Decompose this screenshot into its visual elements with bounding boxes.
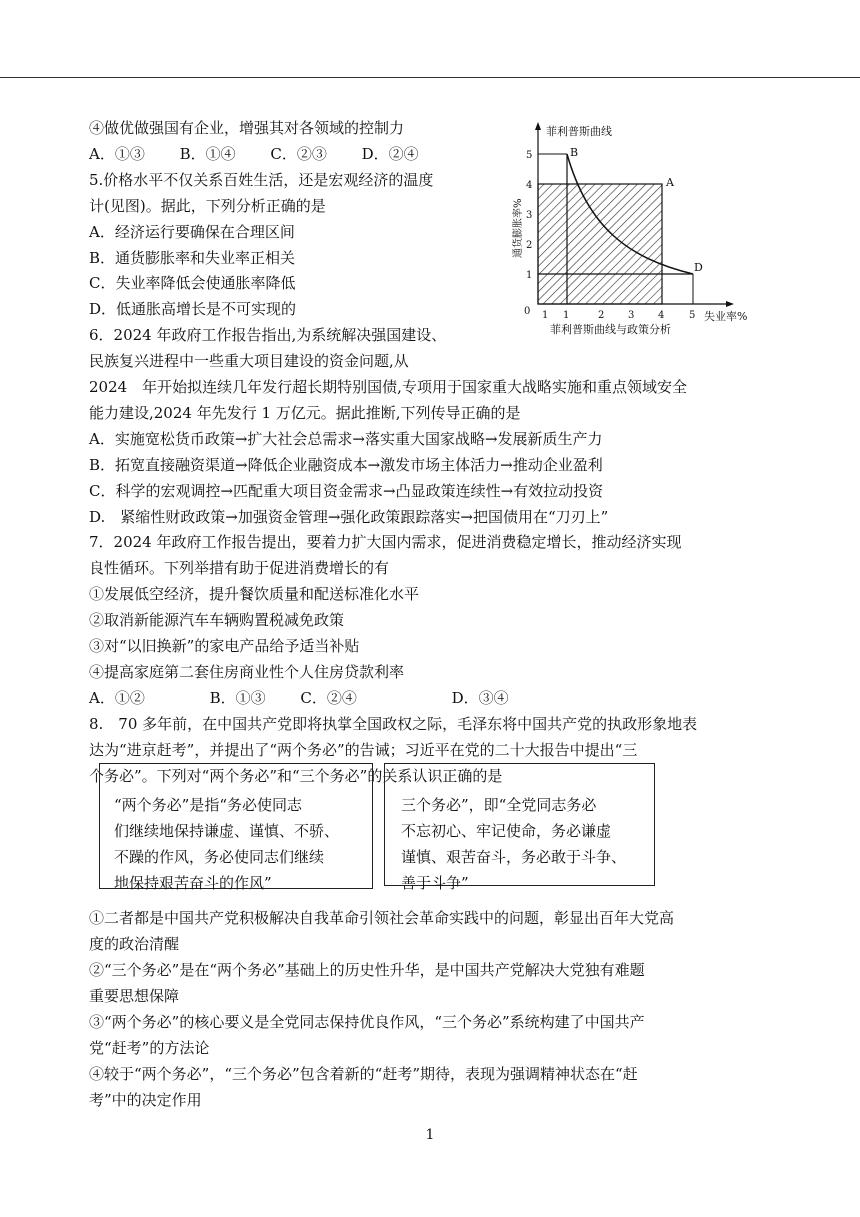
text-line: 2024 年开始拟连续几年发行超长期特别国债,专项用于国家重大战略实施和重点领域安全 xyxy=(89,378,687,396)
text-line: ③“两个务必”的核心要义是全党同志保持优良作风，“三个务必”系统构建了中国共产 xyxy=(89,1013,645,1031)
text-line: ③对“以旧换新”的家电产品给予适当补贴 xyxy=(89,637,360,655)
text-line: ④提高家庭第二套住房商业性个人住房贷款利率 xyxy=(89,662,405,681)
point-b-label: B xyxy=(570,146,579,159)
text-line: 度的政治清醒 xyxy=(89,935,180,953)
text-line: ②“三个务必”是在“两个务必”基础上的历史性升华，是中国共产党解决大党独有难题 xyxy=(89,961,645,979)
figure-caption: 菲利普斯曲线与政策分析 xyxy=(550,323,671,336)
tick-y2: 2 xyxy=(526,240,533,251)
box-left-line: “两个务必”是指“务必使同志 xyxy=(114,796,303,814)
box-right-line: 谨慎、艰苦奋斗，务必敢于斗争、 xyxy=(401,848,627,866)
text-line: 重要思想保障 xyxy=(89,987,180,1005)
tick-x5: 5 xyxy=(689,310,696,321)
box-right-line: 三个务必”，即“全党同志务必 xyxy=(401,796,597,814)
box-right-line: 不忘初心、牢记使命，务必谦虚 xyxy=(401,822,612,840)
text-line: 民族复兴进程中一些重大项目建设的资金问题,从 xyxy=(89,352,409,371)
tick-x3: 3 xyxy=(628,310,635,321)
tick-y4: 4 xyxy=(526,180,533,191)
tick-x2: 2 xyxy=(598,310,605,321)
policy-range-hatched-area xyxy=(538,184,662,304)
tick-y3: 3 xyxy=(526,210,533,221)
tick-x4: 4 xyxy=(658,310,665,321)
text-line: 党“赶考”的方法论 xyxy=(89,1039,210,1057)
text-line: 6．2024 年政府工作报告指出,为系统解决强国建设、 xyxy=(89,326,447,345)
phillips-curve-figure xyxy=(508,118,768,340)
y-axis-label: 通货膨胀率% xyxy=(513,198,524,258)
text-line: A．经济运行要确保在合理区间 xyxy=(89,222,295,241)
text-line: ①发展低空经济，提升餐饮质量和配送标准化水平 xyxy=(89,585,420,604)
text-line: ④做优做强国有企业，增强其对各领域的控制力 xyxy=(89,119,405,137)
text-line: 5.价格水平不仅关系百姓生活，还是宏观经济的温度 xyxy=(89,170,434,189)
box-left-line: 不躁的作风，务必使同志们继续 xyxy=(114,848,325,866)
text-line: A．①② B．①③ C．②④ D．③④ xyxy=(89,688,509,707)
point-d-label: D xyxy=(694,261,703,274)
tick-y5: 5 xyxy=(526,150,533,161)
tick-x1: 1 xyxy=(542,310,549,321)
text-line: ②取消新能源汽车车辆购置税减免政策 xyxy=(89,611,345,630)
text-line: A．实施宽松货币政策→扩大社会总需求→落实重大国家战略→发展新质生产力 xyxy=(89,429,603,448)
point-a-label: A xyxy=(666,176,674,189)
header-rule xyxy=(0,77,860,78)
text-line: 考”中的决定作用 xyxy=(89,1091,202,1109)
box-left-line: 们继续地保持谦虚、谨慎、不骄、 xyxy=(114,822,340,840)
text-line: 达为“进京赶考”，并提出了“两个务必”的告诫；习近平在党的二十大报告中提出“三 xyxy=(89,740,638,759)
text-line: B．拓宽直接融资渠道→降低企业融资成本→激发市场主体活力→推动企业盈利 xyxy=(89,455,603,474)
tick-x1b: 1 xyxy=(563,310,570,321)
text-line: 能力建设,2024 年先发行 1 万亿元。据此推断,下列传导正确的是 xyxy=(89,403,521,422)
text-line: ①二者都是中国共产党积极解决自我革命引领社会革命实践中的问题，彰显出百年大党高 xyxy=(89,909,675,927)
curve-title: 菲利普斯曲线 xyxy=(546,125,612,138)
box-left-line: 地保持艰苦奋斗的作风” xyxy=(114,874,272,892)
text-line: D. 紧缩性财政政策→加强资金管理→强化政策跟踪落实→把国债用在“刀刃上” xyxy=(89,507,609,526)
text-line: C．失业率降低会使通胀率降低 xyxy=(89,274,296,293)
x-axis-label: 失业率% xyxy=(704,310,748,323)
text-line: B．通货膨胀率和失业率正相关 xyxy=(89,248,296,267)
origin-label: 0 xyxy=(524,306,531,317)
box-right-line: 善于斗争” xyxy=(401,874,469,892)
text-line: 8. 70 多年前，在中国共产党即将执掌全国政权之际，毛泽东将中国共产党的执政形象地表 xyxy=(89,714,698,733)
text-line: A．①③ B．①④ C．②③ D．②④ xyxy=(89,144,419,163)
text-line: 7．2024 年政府工作报告提出，要着力扩大国内需求，促进消费稳定增长，推动经济实现 xyxy=(89,533,682,552)
text-line: ④较于“两个务必”，“三个务必”包含着新的“赶考”期待，表现为强调精神状态在“赶 xyxy=(89,1065,638,1083)
text-line: 计(见图)。据此，下列分析正确的是 xyxy=(89,196,326,215)
page-number: 1 xyxy=(425,1127,435,1143)
text-line: D．低通胀高增长是不可实现的 xyxy=(89,300,297,319)
tick-y1: 1 xyxy=(526,270,533,281)
text-line: 个务必”。下列对“两个务必”和“三个务必”的关系认识正确的是 xyxy=(89,766,503,785)
text-line: C．科学的宏观调控→匹配重大项目资金需求→凸显政策连续性→有效拉动投资 xyxy=(89,481,604,500)
text-line: 良性循环。下列举措有助于促进消费增长的有 xyxy=(89,559,390,578)
